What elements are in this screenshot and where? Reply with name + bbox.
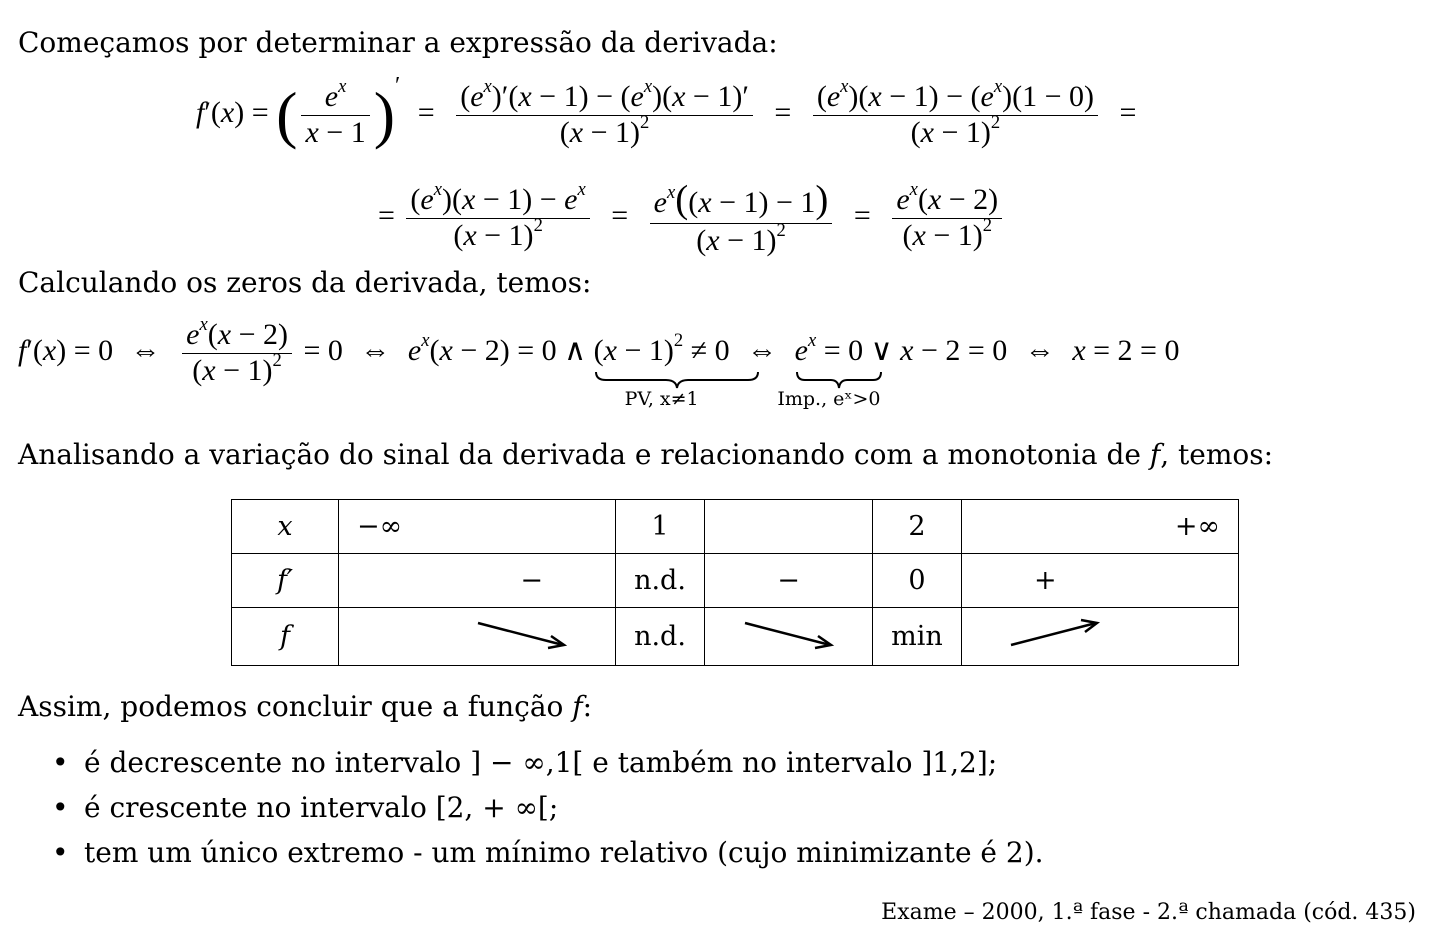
cell-arrow-2 xyxy=(705,608,873,666)
table-row-f xyxy=(232,608,1239,666)
arrow-down-right-icon xyxy=(348,608,606,658)
sign-intro-text: Analisando a variação do sinal da derivada e relacionando com a monotonia de xyxy=(18,438,1141,471)
cell-two: 2 xyxy=(873,500,962,554)
arrow-up-right-icon xyxy=(971,608,1229,658)
cell-fprime-label: f′ xyxy=(232,554,339,608)
brace-pv: $(x - 1)^2 \ne 0$ PV, x≠1 xyxy=(594,334,730,368)
cell-zero: 0 xyxy=(873,554,962,608)
cell-arrow-3 xyxy=(962,608,1239,666)
conclusion-end: : xyxy=(582,690,593,723)
sign-intro-f: f xyxy=(1149,438,1161,471)
cell-arrow-1 xyxy=(339,608,616,666)
conclusion-list xyxy=(52,740,1044,875)
arrow-down-right-icon xyxy=(705,608,872,658)
derivative-equation-line2: = $\frac{(e^x)(x - 1) - e^x}{(x - 1)^2}$ = $\frac{e^x((x - 1) - 1)}{(x - 1)^2}$ = $\frac{e^x(x - 2)}{(x - 1)^2}$ xyxy=(378,178,1006,258)
cell-sign-1: − xyxy=(339,554,616,608)
underbrace-icon xyxy=(594,370,760,390)
cell-sign-3: + xyxy=(962,554,1239,608)
underbrace-icon xyxy=(795,370,883,390)
cell-one: 1 xyxy=(616,500,705,554)
brace-pv-label: PV, x≠1 xyxy=(624,387,699,410)
cell-plus-inf: +∞ xyxy=(962,500,1239,554)
brace-imp: $e^x = 0$ Imp., eˣ>0 xyxy=(795,334,864,368)
cell-f-label: f xyxy=(232,608,339,666)
intro-text: Começamos por determinar a expressão da derivada: xyxy=(18,26,778,59)
derivative-equation-line1: f′(x) = ( $\frac{e^x}{x - 1}$ )′ = $\frac{(e^x)'(x - 1) - (e^x)(x - 1)'}{(x - 1)^2}$ = $\frac{(e^x)(x - 1) - (e^x)(1 - 0)}{(x - 1)^2}$ = xyxy=(196,73,1137,150)
cell-minus-inf: −∞ xyxy=(339,500,616,554)
source-reference: Exame – 2000, 1.ª fase - 2.ª chamada (cód. 435) xyxy=(881,900,1416,925)
brace-imp-label: Imp., eˣ>0 xyxy=(777,387,881,410)
sign-intro-end: , temos: xyxy=(1160,438,1274,471)
cell-sign-2: − xyxy=(705,554,873,608)
list-item: • é decrescente no intervalo ] − ∞,1[ e também no intervalo ]1,2]; xyxy=(52,740,1044,785)
sign-table xyxy=(231,499,1239,666)
list-item: • tem um único extremo - um mínimo relativo (cujo minimizante é 2). xyxy=(52,830,1044,875)
cell-min: min xyxy=(873,608,962,666)
cell-nd-2: n.d. xyxy=(616,608,705,666)
zeros-intro-text: Calculando os zeros da derivada, temos: xyxy=(18,266,592,299)
conclusion xyxy=(18,690,592,723)
list-item: • é crescente no intervalo [2, + ∞[; xyxy=(52,785,1044,830)
cell-empty xyxy=(705,500,873,554)
sign-intro xyxy=(18,438,1273,471)
cell-nd-1: n.d. xyxy=(616,554,705,608)
table-row-fprime xyxy=(232,554,1239,608)
conclusion-f: f xyxy=(572,690,583,723)
table-row-x xyxy=(232,500,1239,554)
cell-x-label: x xyxy=(232,500,339,554)
zeros-equation: f′(x) = 0 ⇔ $\frac{e^x(x - 2)}{(x - 1)^2}$ = 0 ⇔ $e^x(x - 2) = 0$ ∧ $(x - 1)^2 \ne 0$ PV, x≠1 ⇔ $e^x = 0$ Imp., eˣ>0 ∨ x − 2 = 0 ⇔ x = 2 = 0 xyxy=(18,314,1180,410)
conclusion-text: Assim, podemos concluir que a função xyxy=(18,690,564,723)
